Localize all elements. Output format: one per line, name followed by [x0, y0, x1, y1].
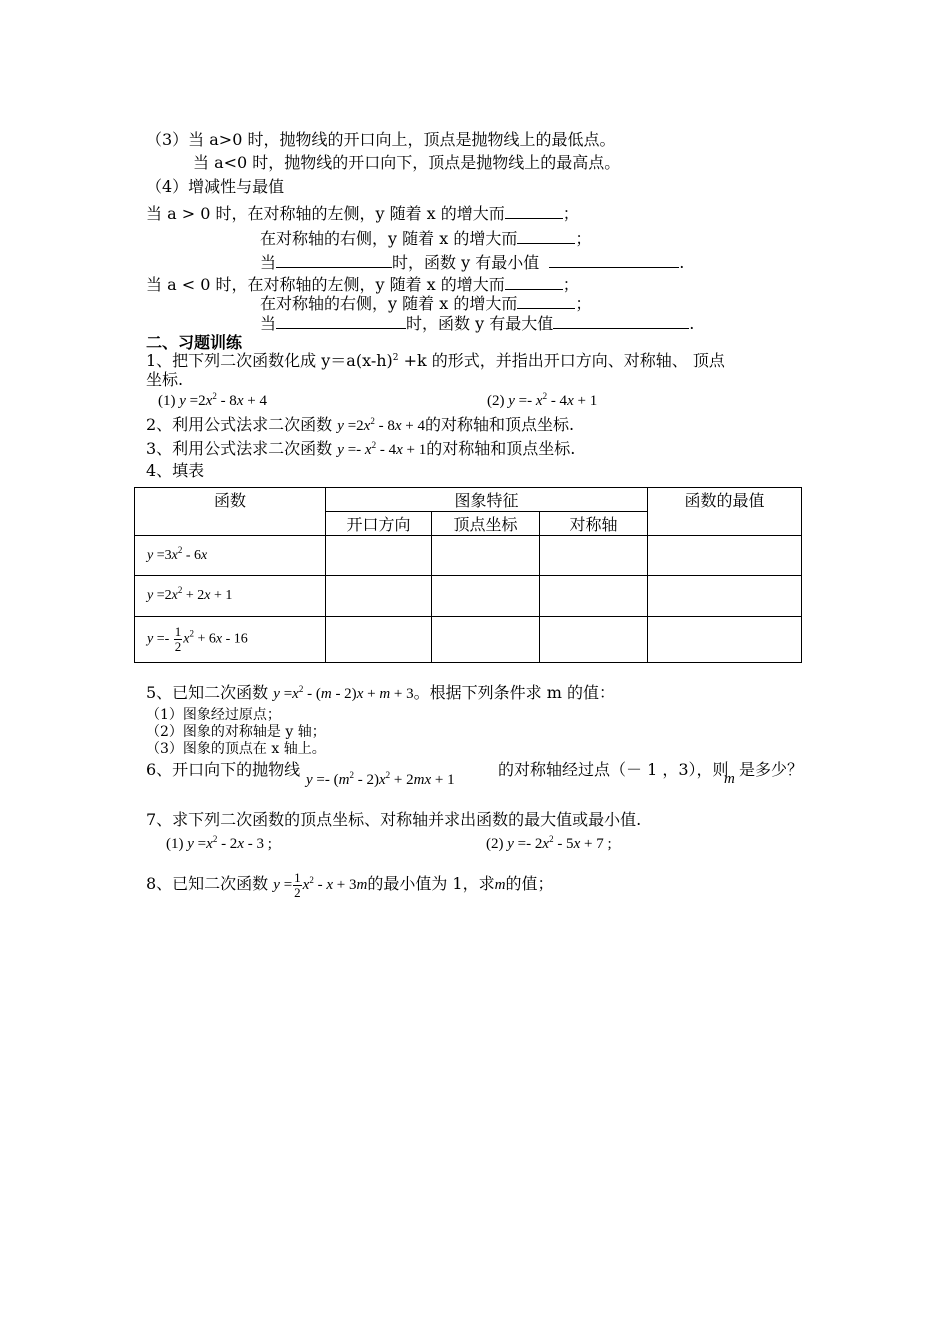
when-text: 当: [260, 253, 277, 272]
item-3-line-b: 当 a<0 时，抛物线的开口向下，顶点是抛物线上的最高点。: [193, 153, 621, 172]
table-row: [135, 617, 802, 663]
question-6-text-b: [498, 760, 729, 780]
punct: ；: [562, 275, 579, 294]
negative-a-max-line: [260, 313, 694, 334]
q5-condition-2: （2）图象的对称轴是 y 轴；: [146, 724, 326, 740]
q8-text-b: 的最小值为 1，求: [367, 873, 495, 893]
fill-in-table: [134, 487, 802, 663]
section-2-title: 二、习题训练: [146, 333, 243, 352]
cell-axis[interactable]: [540, 617, 648, 663]
part-label: (2): [486, 836, 508, 852]
positive-a-min-line: [260, 252, 684, 273]
punct: ；: [575, 229, 592, 248]
q2-text-b: 的对称轴和顶点坐标.: [424, 415, 575, 434]
negative-a-left-line: [146, 274, 579, 295]
cell-open-direction[interactable]: [326, 617, 432, 663]
q1-part-1: (1) $y =2x^2 - 8x + 4$: [158, 391, 267, 409]
question-2: [146, 415, 574, 436]
question-7: 7、求下列二次函数的顶点坐标、对称轴并求出函数的最大值或最小值.: [146, 810, 642, 829]
positive-a-right-text: 在对称轴的右侧，y 随着 x 的增大而: [260, 229, 518, 248]
when-text: 当: [260, 314, 277, 333]
positive-a-left-line: [146, 203, 579, 224]
negative-a-right-line: [260, 293, 591, 314]
q2-text-a: 2、利用公式法求二次函数: [146, 415, 338, 434]
row-function-1: $y =3x^2 - 6x$: [135, 536, 326, 576]
question-6-text-c: 是多少？: [739, 760, 804, 779]
q6-text-b: 的对称轴经过点（－ 1 ，3），则: [498, 760, 729, 779]
q1-text-b: +k 的形式，并指出开口方向、对称轴、 顶点: [398, 351, 725, 370]
q5-formula: $y =x^2 - (m - 2)x + m + 3$: [273, 684, 414, 702]
q8-m: m: [494, 876, 506, 893]
q6-m: m: [724, 771, 735, 787]
answer-blank[interactable]: [553, 313, 689, 329]
q5-text-b: 。根据下列条件求 m 的值：: [413, 683, 615, 702]
subheader-vertex: 顶点坐标: [432, 512, 540, 536]
row-function-2: $y =2x^2 + 2x + 1$: [135, 576, 326, 617]
answer-blank[interactable]: [505, 203, 563, 219]
q1-exponent: 2: [392, 353, 399, 363]
negative-a-right-text: 在对称轴的右侧，y 随着 x 的增大而: [260, 294, 518, 313]
question-1-line-a: [146, 351, 725, 371]
question-5: [146, 683, 615, 704]
cell-open-direction[interactable]: [326, 536, 432, 576]
cell-axis[interactable]: [540, 536, 648, 576]
q5-condition-1: （1）图象经过原点；: [146, 707, 281, 723]
answer-blank[interactable]: [276, 252, 392, 268]
q5-text-a: 5、已知二次函数: [146, 683, 274, 702]
cell-vertex[interactable]: [432, 536, 540, 576]
q7-part-2: (2) $y =- 2x^2 - 5x + 7$ ;: [486, 834, 612, 852]
row-function-3: y =- $\frac{1}{2}$ $x^2 + 6x - 16$: [135, 617, 326, 663]
cell-vertex[interactable]: [432, 617, 540, 663]
answer-blank[interactable]: [505, 274, 563, 290]
answer-blank[interactable]: [276, 313, 406, 329]
item-3-line-a: （3）当 a>0 时，抛物线的开口向上，顶点是抛物线上的最低点。: [146, 130, 616, 149]
negative-a-left-text: 当 a < 0 时，在对称轴的左侧，y 随着 x 的增大而: [146, 275, 505, 294]
question-6-text-a: 6、开口向下的抛物线: [146, 760, 301, 779]
cell-extreme[interactable]: [648, 576, 802, 617]
part-label: (1): [158, 393, 180, 409]
punct: ；: [562, 204, 579, 223]
part-label: (1): [166, 836, 188, 852]
min-value-text: 时，函数 y 有最小值: [392, 253, 540, 272]
q8-text-c: 的值；: [505, 873, 554, 893]
punct: .: [679, 253, 685, 272]
punct: ；: [575, 294, 592, 313]
header-features: 图象特征: [326, 488, 648, 512]
subheader-open-direction: 开口方向: [326, 512, 432, 536]
part-label: (2): [487, 393, 509, 409]
punct: .: [689, 314, 695, 333]
q7-part-1: (1) $y =x^2 - 2x - 3$ ;: [166, 834, 272, 852]
q1-part-2: (2) $y =- x^2 - 4x + 1$: [487, 391, 598, 409]
cell-extreme[interactable]: [648, 617, 802, 663]
q5-condition-3: （3）图象的顶点在 x 轴上。: [146, 741, 326, 757]
table-row: [135, 536, 802, 576]
question-4: 4、填表: [146, 461, 205, 480]
cell-axis[interactable]: [540, 576, 648, 617]
q3-text-b: 的对称轴和顶点坐标.: [426, 439, 576, 458]
subheader-axis: 对称轴: [540, 512, 648, 536]
cell-vertex[interactable]: [432, 576, 540, 617]
header-function: 函数: [135, 488, 326, 536]
table-row: [135, 576, 802, 617]
cell-extreme[interactable]: [648, 536, 802, 576]
q8-text-a: 8、已知二次函数: [146, 873, 274, 893]
answer-blank[interactable]: [549, 252, 679, 268]
question-3: [146, 439, 575, 460]
q2-formula: $y =2x^2 - 8x + 4$: [337, 416, 425, 434]
header-extreme: 函数的最值: [648, 488, 802, 536]
q6-formula: $y =- (m^2 - 2)x^2 + 2mx + 1$: [306, 770, 455, 788]
max-value-text: 时，函数 y 有最大值: [406, 314, 554, 333]
question-8: [146, 871, 553, 900]
q3-formula: $y =- x^2 - 4x + 1$: [337, 440, 427, 458]
q1-text-a: 1、把下列二次函数化成 y＝a(x-h): [146, 351, 393, 370]
q3-text-a: 3、利用公式法求二次函数: [146, 439, 338, 458]
q8-formula: y = $\frac{1}{2}$ $x^2 - x + 3m$: [273, 870, 368, 900]
positive-a-right-line: [260, 228, 591, 249]
question-1-line-b: 坐标.: [146, 370, 184, 389]
cell-open-direction[interactable]: [326, 576, 432, 617]
positive-a-left-text: 当 a > 0 时，在对称轴的左侧，y 随着 x 的增大而: [146, 204, 505, 223]
item-4-title: （4）增减性与最值: [146, 177, 285, 196]
answer-blank[interactable]: [517, 293, 575, 309]
answer-blank[interactable]: [517, 228, 575, 244]
